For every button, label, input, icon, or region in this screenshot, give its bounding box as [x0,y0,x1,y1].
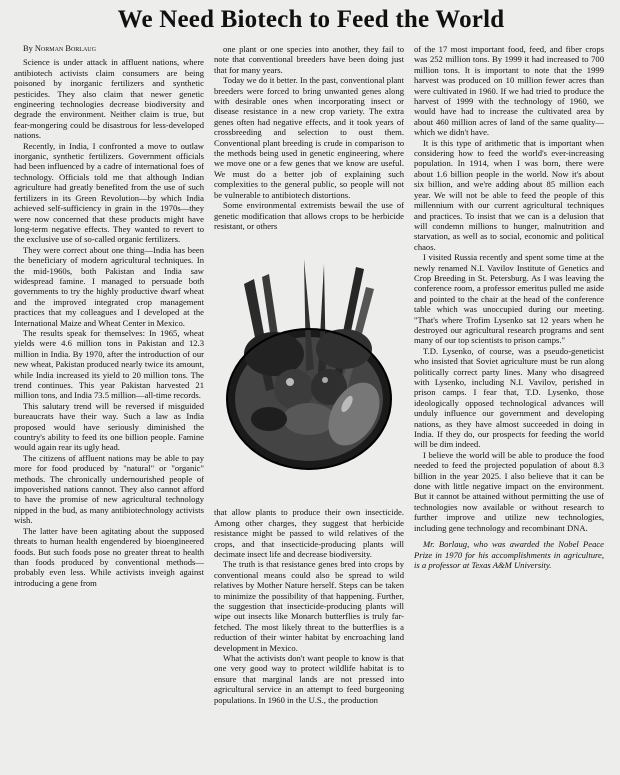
byline-prefix: By [23,44,35,53]
paragraph: It is this type of arithmetic that is important when considering how to feed the world's ever-increasing population. In 1914, when I was born, there were about 1.6 billion people in the world. Now it's about six billion, and we're adding about 85 million each year. We will not be able to feed the people of this millennium with our current agricultural techniques and practices. To insist that we can is a delusion that will condemn millions to hunger, malnutrition and starvation, as well as to social, economic and political chaos. [414,137,604,252]
paragraph: Today we do it better. In the past, conventional plant breeders were forced to bring unwanted genes along with desirable ones when incorporating insect or disease resistance in a new crop variety. The extra genes often had negative effects, and it took years of crossbreeding and selection to oust them. Conventional plant breeding is crude in comparison to the methods being used in genetic engineering, where we move one or a few genes that we know are useful. We must do a better job of explaining such complexities to the general public, so people will not be vulnerable to antibiotech distortions. [214,75,404,200]
paragraph: This salutary trend will be reversed if misguided bureaucrats have their way. Such a law as India proposed would have seriously diminished the country's ability to feed its one billion people. Famine would again rear its ugly head. [14,400,204,453]
paragraph: What the activists don't want people to know is that one very good way to protect wildlife habitat is to ensure that marginal lands are not pressed into agricultural service in an attempt to feed burgeoning populations. In 1960 in the U.S., the production [214,653,404,705]
paragraph: The truth is that resistance genes bred into crops by conventional means could also be spread to wild relatives by Mother Nature herself. Steps can be taken to minimize the possibility of that happening. Further, the suggestion that insecticide-producing plants will wipe out insects like Monarch butterflies is truly far-fetched. The most likely threat to the butterflies is a reduction of their winter habitat by encroaching land development in Mexico. [214,559,404,653]
paragraph: that allow plants to produce their own insecticide. Among other charges, they suggest that herbicide resistance might be passed to wild relatives of the crops, and that insecticide-producing plants will decimate insect life and decrease biodiversity. [214,507,404,559]
paragraph: T.D. Lysenko, of course, was a pseudo-geneticist who insisted that Soviet agriculture must be run along politically correct party lines. Many who disagreed with Lysenko, including N.I. Vavilov, perished in prison camps. I fear that, T.D. Lysenko, those ideologically opposed technological advances will unduly influence our government and developing nations, as they have almost succeeded in doing in India. If they do, our prospects for feeding the world will be dim indeed. [414,345,604,450]
paragraph: one plant or one species into another, they fail to note that conventional breeders have been doing just that for many years. [214,44,404,75]
author-name: Norman Borlaug [34,44,96,53]
paragraph: Some environmental extremists bewail the use of genetic modification that allows crops to be herbicide resistant, or others [214,200,404,231]
paragraph: I visited Russia recently and spent some time at the newly renamed N.I. Vavilov Institute of Genetics and Crop Breeding in St. Petersburg. As I was leaving the conference room, a professor emeritus pulled me aside and pointed to the chair at the head of the conference table which was unoccupied during our meeting. "That's where Trofim Lysenko sat 12 years when he destroyed our agricultural research programs and sent many of our top scientists to prison camps." [414,252,604,346]
paragraph: They were correct about one thing—India has been the beneficiary of modern agricultural techniques. In the mid-1960s, both Pakistan and India saw widespread famine. I managed to persuade both governments to try the highly productive dwarf wheat and the improved integrated crop management practices that my colleagues and I developed at the International Maize and Wheat Center in Mexico. [14,244,204,328]
vegetables-image [214,239,404,501]
paragraph: Recently, in India, I confronted a move to outlaw inorganic, synthetic fertilizers. Government officials had been influenced by a cadre of international foes of technology. Officials told me that although Indian agriculture had greatly benefited from the use of such fertilizers in its Green Revolution—by which India achieved self-sufficiency in grain in the 1970s—they were now concerned that these products might have long-term negative effects. They wanted to revert to the exclusive use of so-called organic fertilizers. [14,140,204,245]
vegetable-bowl-illustration [214,239,404,501]
paragraph: The latter have been agitating about the supposed threats to human health engendered by bioengineered foods. But such foods pose no greater threat to health than foods produced by conventional methods—probably even less. While activists inveigh against introducing a gene from [14,525,204,588]
paragraph: of the 17 most important food, feed, and fiber crops was 252 million tons. By 1999 it had increased to 700 million tons. It is important to note that the 1999 harvest was produced on 10 million fewer acres than were cultivated in 1960. If we had tried to produce the harvest of 1999 with the technology of 1960, we would have had to increase the cultivated area by about 460 million acres of land of the same quality—which we didn't have. [414,44,604,138]
author-footnote: Mr. Borlaug, who was awarded the Nobel Peace Prize in 1970 for his accomplishments in agriculture, is a professor at Texas A&M University. [414,539,604,570]
paragraph: Science is under attack in affluent nations, where antibiotech activists claim consumers are being poisoned by inorganic fertilizers and synthetic pesticides. They also claim that newer genetic engineering technologies decrease biodiversity and degrade the environment. Neither claim is true, but fear-mongering could be disastrous for less-developed nations. [14,57,204,141]
column-2 [214,44,404,705]
column-3 [414,44,604,705]
paragraph: The citizens of affluent nations may be able to pay more for food produced by "natural" or "organic" methods. The chronically undernourished people of impoverished nations cannot. They also cannot afford to have the promise of new agricultural technology nipped in the bud, as many antibiotechnology activists wish. [14,452,204,526]
headline: We Need Biotech to Feed the World [117,6,505,33]
byline [14,44,204,54]
paragraph: I believe the world will be able to produce the food needed to feed the projected population of about 8.3 billion in the year 2025. I also believe that it can be done with little negative impact on the environment. But it cannot be attained without permitting the use of technologies now available or without research to further improve and utilize new technologies, including gene technology and recombinant DNA. [414,449,604,533]
paragraph: The results speak for themselves: In 1965, wheat yields were 4.6 million tons in Pakistan and 12.3 million in India. By 1970, after the introduction of our new wheat, Pakistan produced nearly twice its amount, while India increased its yield to 20 million tons. The trend continues. This year Pakistan harvested 21 million tons, and India 73.5 million—all-time records. [14,327,204,401]
column-1 [14,44,204,705]
article-columns [14,44,608,705]
